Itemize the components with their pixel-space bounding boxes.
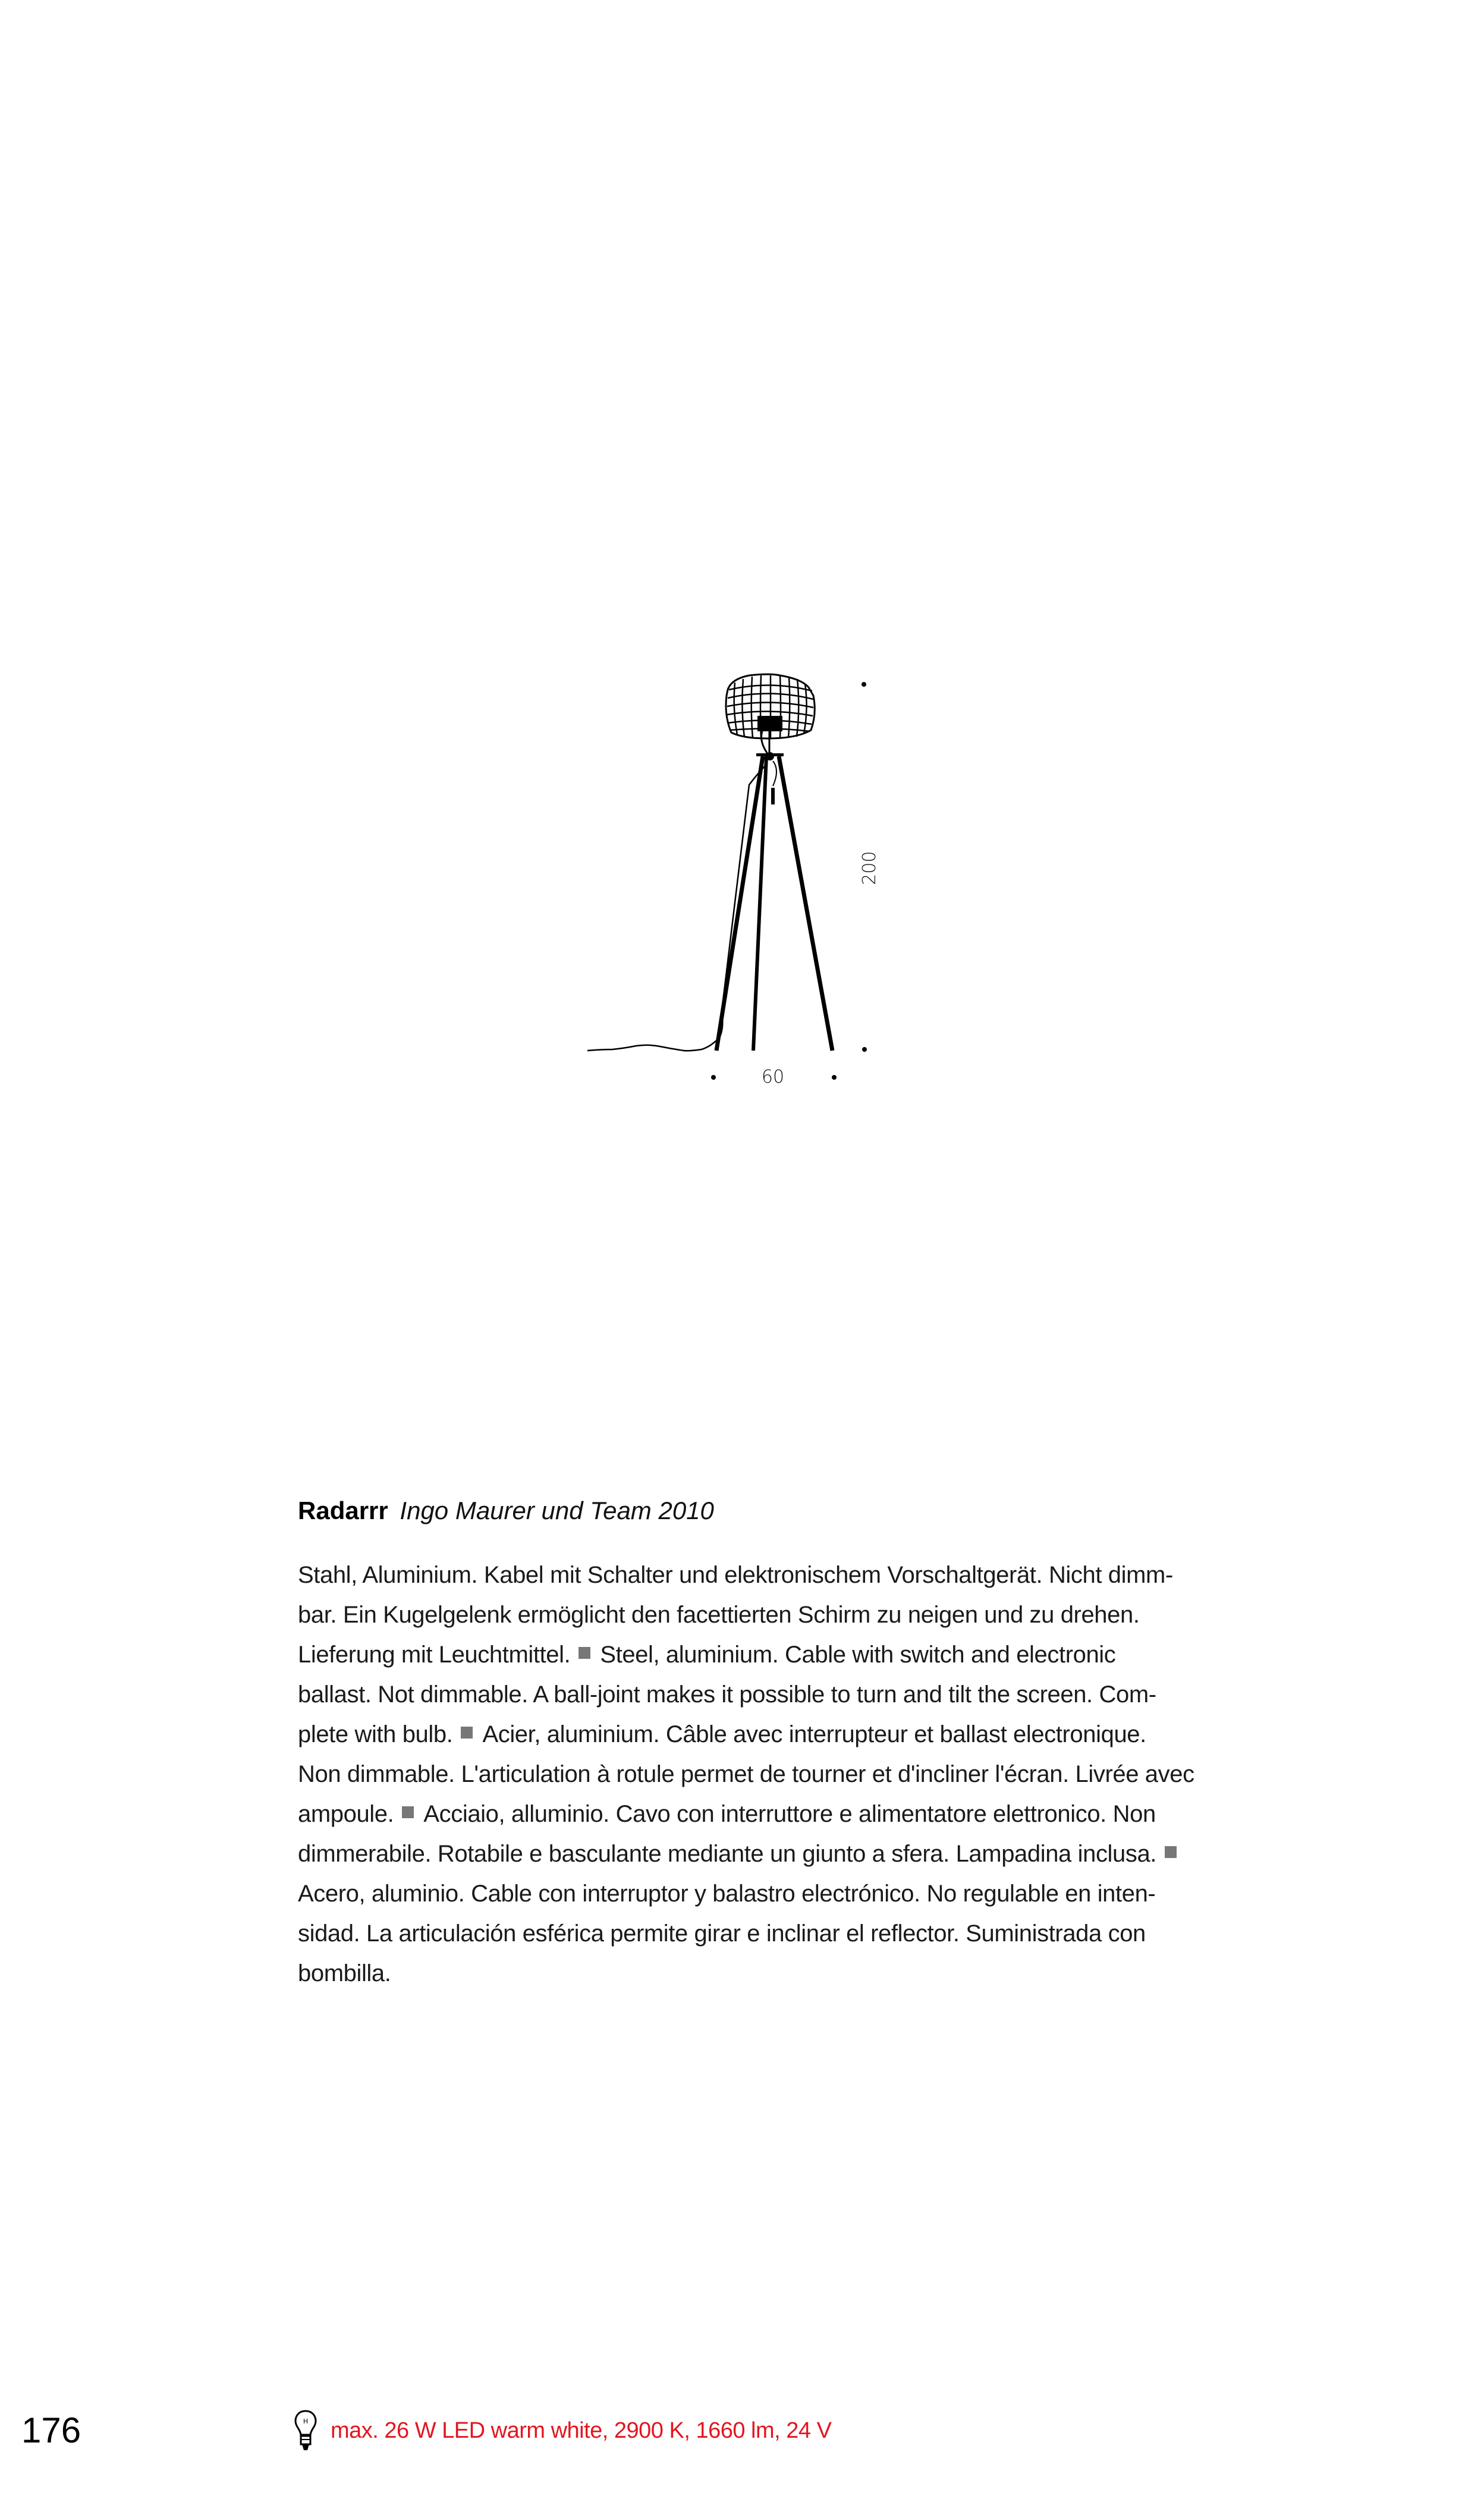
- dimension-dot-bottom: [862, 1047, 867, 1052]
- page-number: 176: [21, 2410, 81, 2450]
- dimension-dot-top: [862, 682, 866, 687]
- product-description: [298, 1555, 1273, 1994]
- height-dimension-label: 200: [859, 851, 880, 885]
- lamp-drawing-icon: [571, 654, 904, 1106]
- lamp-technical-drawing: [571, 654, 904, 1106]
- description-line: plete with bulb. Acier, aluminium. Câble avec interrupteur et ballast electronique.: [298, 1721, 1146, 1747]
- language-separator-bullet-icon: [1165, 1846, 1177, 1858]
- description-line: Acero, aluminio. Cable con interruptor y balastro electrónico. No regulable en inten-: [298, 1881, 1156, 1907]
- description-line: Non dimmable. L'articulation à rotule permet de tourner et d'incliner l'écran. Livrée avec: [298, 1761, 1194, 1787]
- description-line: dimmerabile. Rotabile e basculante mediante un giunto a sfera. Lampadina inclusa.: [298, 1834, 1273, 1874]
- svg-text:H: H: [303, 2418, 309, 2425]
- description-line: ballast. Not dimmable. A ball-joint makes it possible to turn and tilt the screen. Com-: [298, 1681, 1156, 1708]
- description-line: Lieferung mit Leuchtmittel. Steel, aluminium. Cable with switch and electronic: [298, 1642, 1116, 1668]
- width-dimension-label: 60: [761, 1067, 785, 1087]
- bulb-specification: [293, 2407, 831, 2454]
- language-separator-bullet-icon: [461, 1727, 473, 1739]
- light-bulb-icon: [293, 2409, 319, 2453]
- description-line: sidad. La articulación esférica permite girar e inclinar el reflector. Suministrada con: [298, 1920, 1146, 1947]
- description-line: Stahl, Aluminium. Kabel mit Schalter und elektronischem Vorschaltgerät. Nicht dimm-: [298, 1562, 1173, 1588]
- product-heading: [298, 1496, 714, 1526]
- product-designer: Ingo Maurer und Team 2010: [400, 1497, 714, 1524]
- language-separator-bullet-icon: [402, 1806, 414, 1818]
- dimension-dot-right: [832, 1075, 837, 1080]
- language-separator-bullet-icon: [578, 1647, 590, 1659]
- dimension-dot-left: [711, 1075, 716, 1080]
- product-name: Radarrr: [298, 1497, 388, 1524]
- description-line: ampoule. Acciaio, alluminio. Cavo con interruttore e alimentatore elettronico. Non: [298, 1801, 1156, 1827]
- bulb-spec-text: max. 26 W LED warm white, 2900 K, 1660 lm, 24 V: [331, 2418, 832, 2443]
- description-line: bombilla.: [298, 1960, 391, 1986]
- description-line: bar. Ein Kugelgelenk ermöglicht den facettierten Schirm zu neigen und zu drehen.: [298, 1602, 1140, 1628]
